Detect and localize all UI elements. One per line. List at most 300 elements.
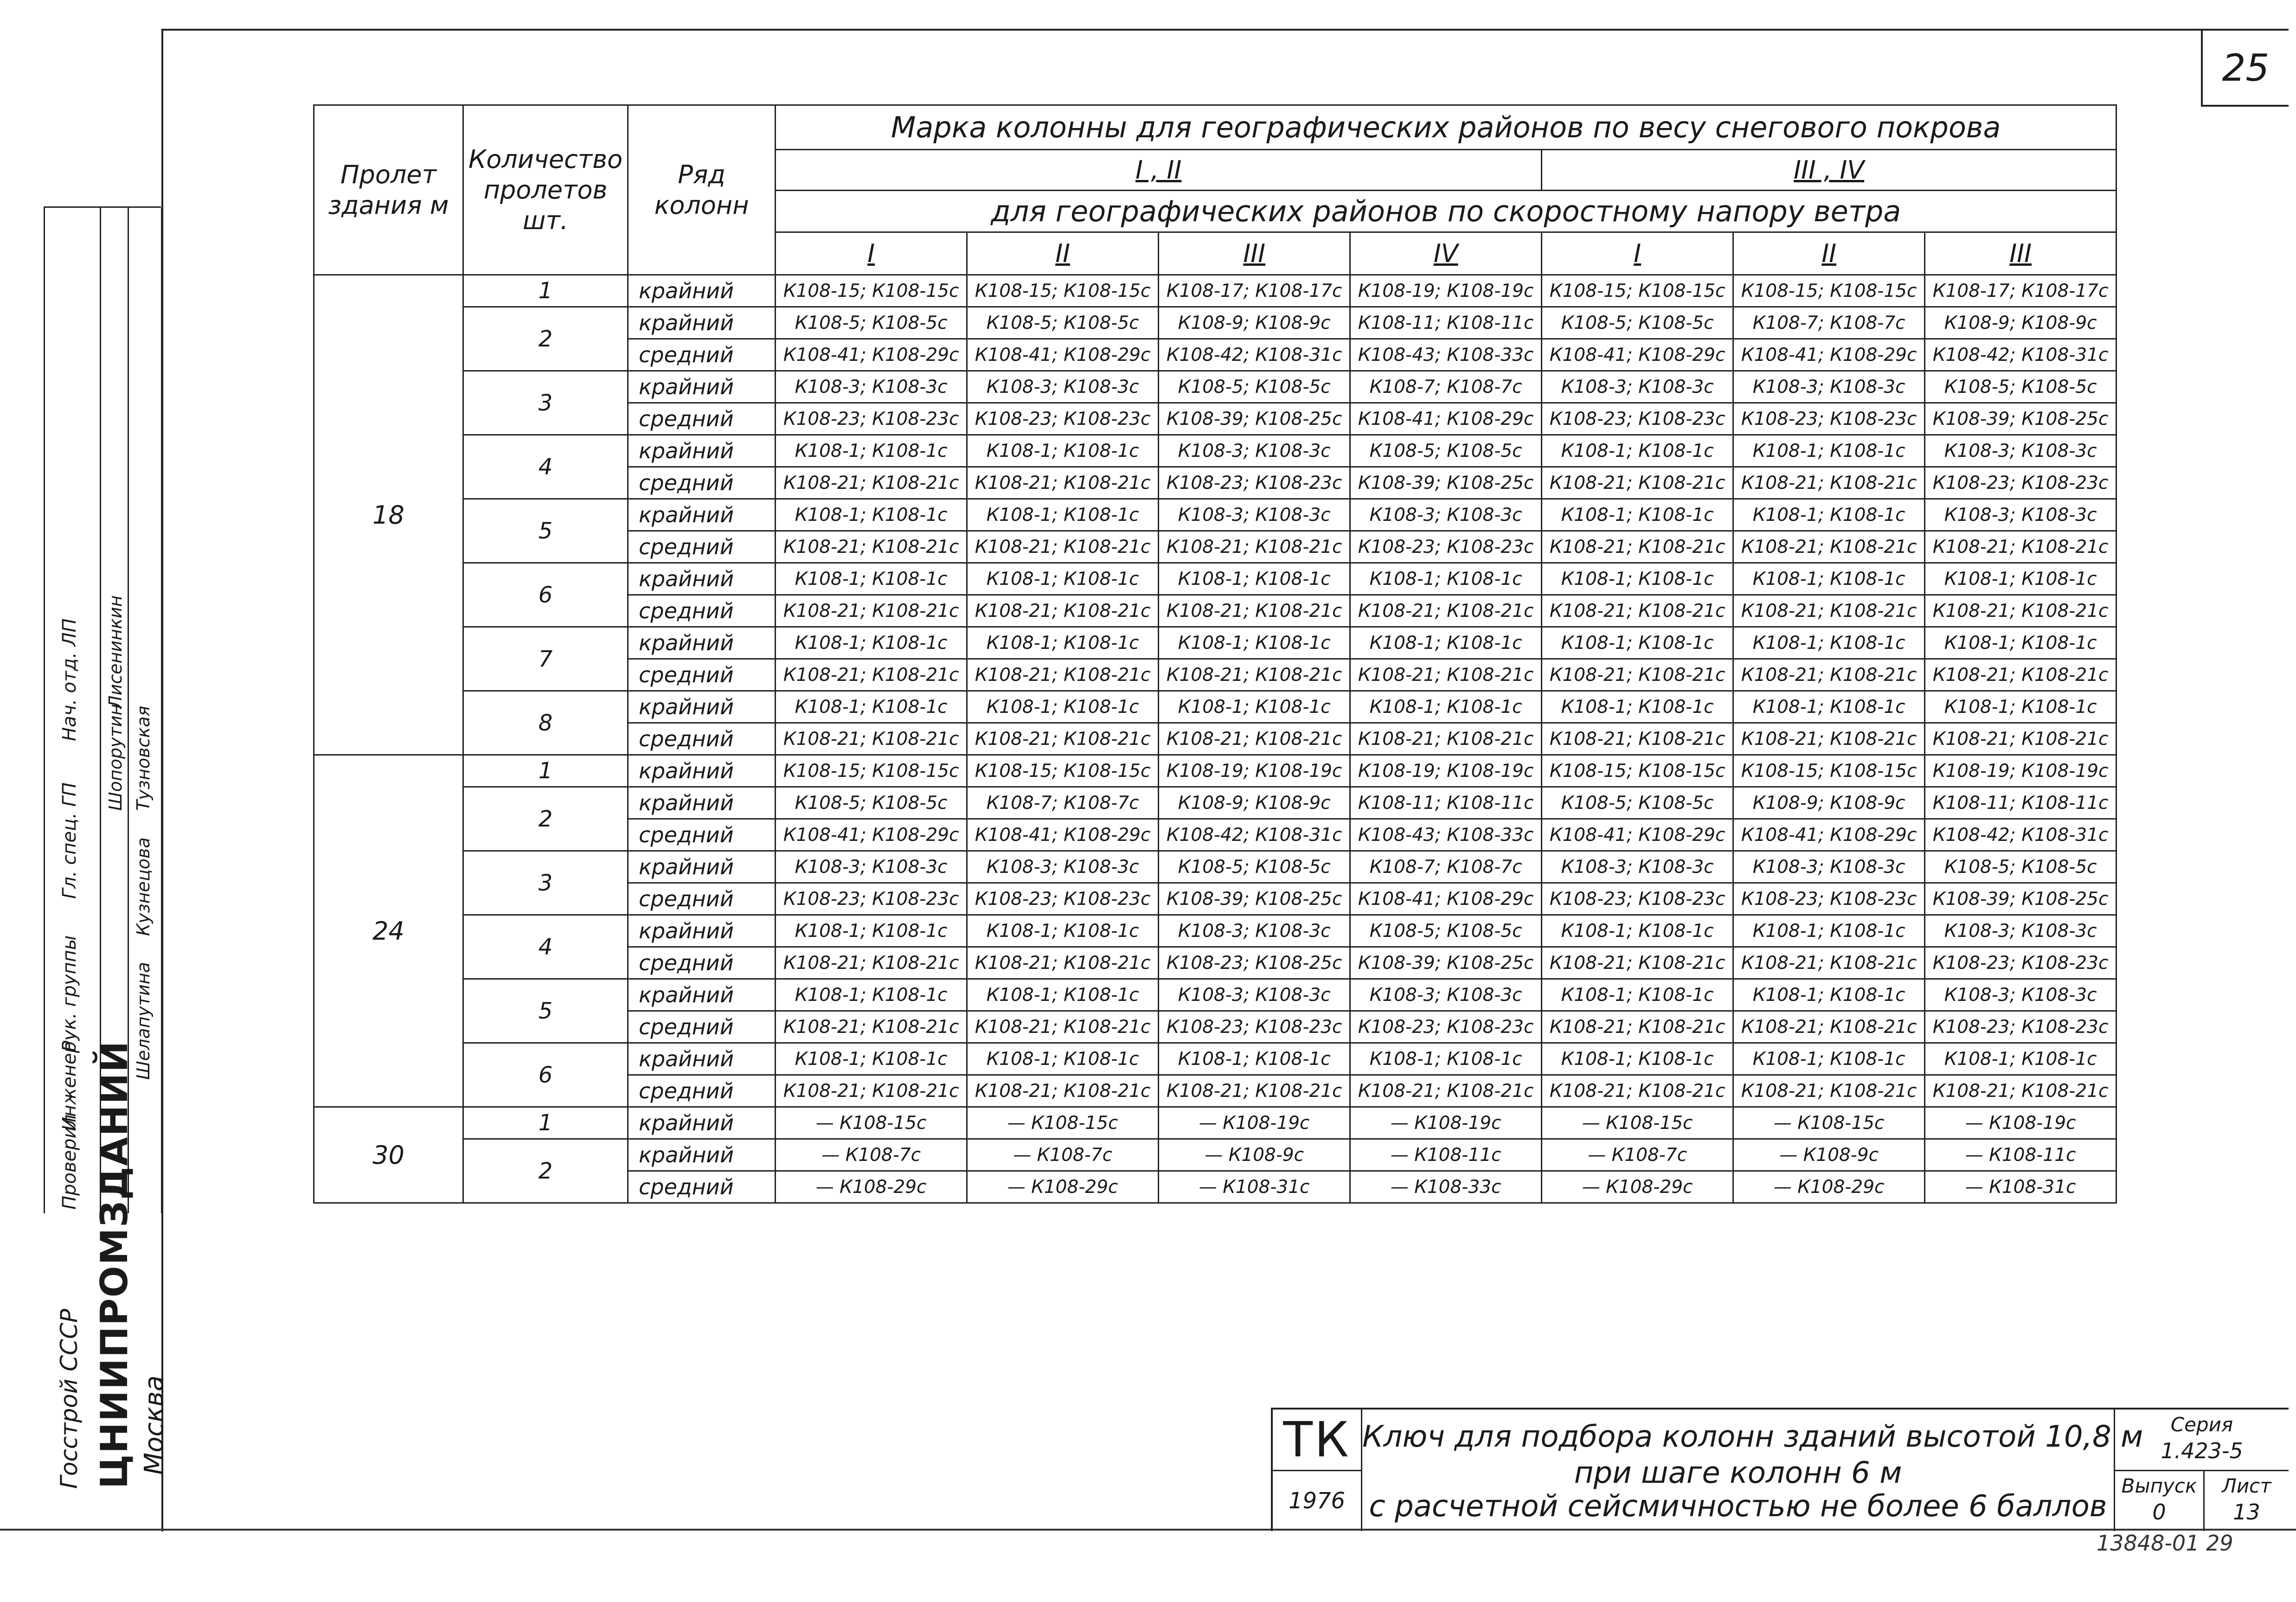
mark-cell: К108-21; К108-21с	[967, 531, 1159, 563]
table-row	[314, 627, 2116, 659]
mark-cell: К108-21; К108-21с	[1159, 595, 1350, 627]
row-kind-cell: крайний	[628, 307, 776, 339]
mark-cell: К108-21; К108-21с	[1350, 595, 1542, 627]
mark-cell: К108-39; К108-25с	[1925, 883, 2116, 915]
mark-cell: К108-3; К108-3с	[1925, 499, 2116, 531]
mark-cell: К108-21; К108-21с	[967, 467, 1159, 499]
mark-cell: — К108-33с	[1350, 1171, 1542, 1203]
mark-cell: К108-21; К108-21с	[1350, 723, 1542, 755]
mark-cell: К108-41; К108-29с	[1733, 819, 1925, 851]
header-wind-col: II	[967, 232, 1159, 275]
mark-cell: К108-1; К108-1с	[1159, 627, 1350, 659]
mark-cell: К108-1; К108-1с	[1733, 627, 1925, 659]
mark-cell: К108-1; К108-1с	[967, 499, 1159, 531]
mark-cell: — К108-29с	[967, 1171, 1159, 1203]
mark-cell: К108-21; К108-21с	[776, 467, 967, 499]
row-kind-cell: средний	[628, 339, 776, 371]
org-name: ЦНИИПРОМЗДАНИЙ	[93, 1040, 136, 1489]
header-span: Пролет здания м	[314, 105, 463, 275]
mark-cell: К108-3; К108-3с	[1925, 915, 2116, 947]
mark-cell: К108-23; К108-23с	[967, 403, 1159, 435]
mark-cell: К108-5; К108-5с	[1350, 435, 1542, 467]
count-cell: 7	[463, 627, 628, 691]
mark-cell: К108-3; К108-3с	[967, 851, 1159, 883]
title-description	[1362, 1410, 2143, 1531]
row-kind-cell: средний	[628, 403, 776, 435]
mark-cell: К108-23; К108-23с	[1733, 883, 1925, 915]
header-wind-col: III	[1159, 232, 1350, 275]
mark-cell: К108-41; К108-29с	[967, 819, 1159, 851]
mark-cell: — К108-15с	[776, 1107, 967, 1139]
mark-cell: К108-41; К108-29с	[1350, 403, 1542, 435]
mark-cell: К108-1; К108-1с	[776, 499, 967, 531]
mark-cell: К108-3; К108-3с	[1350, 979, 1542, 1011]
row-kind-cell: средний	[628, 531, 776, 563]
mark-cell: К108-41; К108-29с	[967, 339, 1159, 371]
series-cell	[2115, 1410, 2289, 1471]
mark-cell: К108-21; К108-21с	[1925, 723, 2116, 755]
count-cell: 2	[463, 307, 628, 371]
count-cell: 8	[463, 691, 628, 755]
mark-cell: К108-19; К108-19с	[1350, 275, 1542, 307]
mark-cell: — К108-11с	[1925, 1139, 2116, 1171]
mark-cell: К108-1; К108-1с	[776, 627, 967, 659]
mark-cell: К108-3; К108-3с	[1733, 851, 1925, 883]
mark-cell: К108-1; К108-1с	[776, 915, 967, 947]
count-cell: 1	[463, 275, 628, 307]
row-kind-cell: крайний	[628, 755, 776, 787]
mark-cell: К108-17; К108-17с	[1159, 275, 1350, 307]
mark-cell: К108-11; К108-11с	[1350, 307, 1542, 339]
row-kind-cell: средний	[628, 1171, 776, 1203]
mark-cell: К108-15; К108-15с	[1733, 755, 1925, 787]
mark-cell: К108-1; К108-1с	[776, 563, 967, 595]
mark-cell: К108-1; К108-1с	[1350, 627, 1542, 659]
mark-cell: К108-1; К108-1с	[1733, 435, 1925, 467]
stamp-name: Шелапутина	[133, 962, 154, 1080]
row-kind-cell: средний	[628, 1075, 776, 1107]
count-cell: 1	[463, 755, 628, 787]
mark-cell: К108-1; К108-1с	[776, 979, 967, 1011]
row-kind-cell: средний	[628, 1011, 776, 1043]
mark-cell: К108-21; К108-21с	[776, 1011, 967, 1043]
row-kind-cell: средний	[628, 947, 776, 979]
mark-cell: К108-23; К108-23с	[1542, 883, 1733, 915]
mark-cell: К108-21; К108-21с	[1925, 1075, 2116, 1107]
mark-cell: К108-42; К108-31с	[1925, 819, 2116, 851]
span-cell: 18	[314, 275, 463, 755]
mark-cell: К108-23; К108-23с	[1159, 467, 1350, 499]
mark-cell: К108-9; К108-9с	[1159, 307, 1350, 339]
mark-cell: К108-1; К108-1с	[967, 1043, 1159, 1075]
mark-cell: К108-21; К108-21с	[1350, 659, 1542, 691]
mark-cell: К108-15; К108-15с	[776, 755, 967, 787]
mark-cell: К108-1; К108-1с	[776, 1043, 967, 1075]
row-kind-cell: средний	[628, 467, 776, 499]
row-kind-cell: крайний	[628, 979, 776, 1011]
mark-cell: К108-7; К108-7с	[1733, 307, 1925, 339]
mark-cell: — К108-9с	[1159, 1139, 1350, 1171]
mark-cell: К108-3; К108-3с	[1159, 979, 1350, 1011]
header-wind-col: II	[1733, 232, 1925, 275]
table-row	[314, 755, 2116, 787]
mark-cell: К108-42; К108-31с	[1159, 339, 1350, 371]
mark-cell: К108-21; К108-21с	[1925, 595, 2116, 627]
mark-cell: К108-39; К108-25с	[1159, 883, 1350, 915]
stamp-name: Лисенинкин	[105, 595, 126, 709]
mark-cell: К108-21; К108-21с	[967, 947, 1159, 979]
mark-cell: К108-21; К108-21с	[1542, 1011, 1733, 1043]
count-cell: 2	[463, 787, 628, 851]
mark-cell: К108-21; К108-21с	[967, 595, 1159, 627]
mark-cell: К108-1; К108-1с	[1350, 691, 1542, 723]
sheet-cell	[2205, 1471, 2289, 1531]
table-row	[314, 1139, 2116, 1171]
count-cell: 3	[463, 371, 628, 435]
mark-cell: К108-23; К108-23с	[1925, 467, 2116, 499]
mark-cell: — К108-19с	[1925, 1107, 2116, 1139]
mark-cell: К108-21; К108-21с	[1542, 1075, 1733, 1107]
mark-cell: — К108-29с	[776, 1171, 967, 1203]
row-kind-cell: крайний	[628, 563, 776, 595]
mark-cell: — К108-29с	[1733, 1171, 1925, 1203]
header-mark-title: Марка колонны для географических районов по весу снегового покрова	[776, 105, 2116, 150]
mark-cell: К108-21; К108-21с	[776, 659, 967, 691]
header-wind-col: III	[1925, 232, 2116, 275]
mark-cell: К108-21; К108-21с	[967, 723, 1159, 755]
count-cell: 6	[463, 563, 628, 627]
stamp-name: Тузновская	[133, 705, 154, 811]
mark-cell: К108-5; К108-5с	[1542, 787, 1733, 819]
mark-cell: — К108-9с	[1733, 1139, 1925, 1171]
mark-cell: К108-43; К108-33с	[1350, 819, 1542, 851]
count-cell: 4	[463, 915, 628, 979]
stamp-name: Шопорутин	[105, 704, 126, 811]
mark-cell: К108-1; К108-1с	[1542, 499, 1733, 531]
mark-cell: К108-5; К108-5с	[967, 307, 1159, 339]
mark-cell: К108-21; К108-21с	[776, 531, 967, 563]
gosstroy-label: Госстрой СССР	[56, 1308, 83, 1489]
mark-cell: К108-1; К108-1с	[967, 627, 1159, 659]
mark-cell: К108-23; К108-23с	[776, 403, 967, 435]
header-count: Количество пролетов шт.	[463, 105, 628, 275]
mark-cell: К108-1; К108-1с	[1925, 627, 2116, 659]
header-wind-col: IV	[1350, 232, 1542, 275]
mark-cell: К108-1; К108-1с	[967, 435, 1159, 467]
mark-cell: К108-1; К108-1с	[967, 691, 1159, 723]
mark-cell: К108-39; К108-25с	[1159, 403, 1350, 435]
header-row: Ряд колонн	[628, 105, 776, 275]
mark-cell: К108-19; К108-19с	[1350, 755, 1542, 787]
mark-cell: К108-23; К108-23с	[1159, 1011, 1350, 1043]
mark-cell: К108-43; К108-33с	[1350, 339, 1542, 371]
mark-cell: — К108-19с	[1159, 1107, 1350, 1139]
sheet-value: 13	[2233, 1499, 2260, 1525]
mark-cell: К108-21; К108-21с	[967, 1011, 1159, 1043]
mark-cell: К108-21; К108-21с	[1733, 947, 1925, 979]
mark-cell: К108-5; К108-5с	[776, 307, 967, 339]
mark-cell: К108-1; К108-1с	[1159, 563, 1350, 595]
mark-cell: К108-21; К108-21с	[1925, 531, 2116, 563]
table-row	[314, 499, 2116, 531]
mark-cell: — К108-15с	[1542, 1107, 1733, 1139]
mark-cell: К108-21; К108-21с	[1733, 1075, 1925, 1107]
mark-cell: К108-15; К108-15с	[1542, 755, 1733, 787]
table-row	[314, 563, 2116, 595]
count-cell: 6	[463, 1043, 628, 1107]
mark-cell: К108-3; К108-3с	[1542, 851, 1733, 883]
mark-cell: К108-5; К108-5с	[1350, 915, 1542, 947]
mark-cell: К108-1; К108-1с	[1542, 1043, 1733, 1075]
mark-cell: К108-5; К108-5с	[1159, 851, 1350, 883]
mark-cell: К108-39; К108-25с	[1350, 947, 1542, 979]
mark-cell: К108-21; К108-21с	[776, 947, 967, 979]
table-row	[314, 371, 2116, 403]
issue-cell	[2115, 1471, 2205, 1531]
mark-cell: К108-1; К108-1с	[1733, 499, 1925, 531]
city-label: Москва	[139, 1375, 169, 1475]
mark-cell: К108-1; К108-1с	[1925, 1043, 2116, 1075]
row-kind-cell: средний	[628, 883, 776, 915]
mark-cell: К108-9; К108-9с	[1925, 307, 2116, 339]
mark-cell: К108-1; К108-1с	[1733, 979, 1925, 1011]
mark-cell: К108-1; К108-1с	[1542, 915, 1733, 947]
mark-cell: К108-41; К108-29с	[776, 339, 967, 371]
mark-cell: К108-7; К108-7с	[1350, 851, 1542, 883]
mark-cell: К108-7; К108-7с	[1350, 371, 1542, 403]
mark-cell: К108-5; К108-5с	[1159, 371, 1350, 403]
mark-cell: К108-3; К108-3с	[1159, 435, 1350, 467]
mark-cell: — К108-29с	[1542, 1171, 1733, 1203]
mark-cell: — К108-31с	[1159, 1171, 1350, 1203]
mark-cell: К108-3; К108-3с	[776, 851, 967, 883]
series-value: 1.423-5	[2161, 1438, 2243, 1463]
span-cell: 24	[314, 755, 463, 1107]
stamp-role: Гл. спец. ГП	[59, 782, 80, 899]
mark-cell: К108-3; К108-3с	[776, 371, 967, 403]
mark-cell: К108-3; К108-3с	[1159, 499, 1350, 531]
title-line-2: при шаге колонн 6 м	[1574, 1456, 1902, 1490]
stamp-role: Рук. группы	[59, 935, 80, 1052]
mark-cell: К108-5; К108-5с	[1925, 371, 2116, 403]
row-kind-cell: крайний	[628, 1107, 776, 1139]
frame-top-line	[163, 29, 2289, 31]
mark-cell: К108-1; К108-1с	[967, 915, 1159, 947]
mark-cell: К108-21; К108-21с	[967, 659, 1159, 691]
header-wind-col: I	[776, 232, 967, 275]
mark-cell: К108-21; К108-21с	[776, 723, 967, 755]
mark-cell: — К108-31с	[1925, 1171, 2116, 1203]
count-cell: 2	[463, 1139, 628, 1203]
mark-cell: К108-11; К108-11с	[1350, 787, 1542, 819]
sheet-label: Лист	[2222, 1474, 2271, 1497]
mark-cell: К108-3; К108-3с	[1542, 371, 1733, 403]
row-kind-cell: крайний	[628, 435, 776, 467]
mark-cell: — К108-15с	[967, 1107, 1159, 1139]
mark-cell: К108-1; К108-1с	[967, 563, 1159, 595]
mark-cell: К108-11; К108-11с	[1925, 787, 2116, 819]
mark-cell: К108-9; К108-9с	[1733, 787, 1925, 819]
mark-cell: — К108-19с	[1350, 1107, 1542, 1139]
mark-cell: К108-21; К108-21с	[1159, 1075, 1350, 1107]
issue-value: 0	[2152, 1499, 2166, 1525]
mark-cell: К108-23; К108-23с	[1925, 1011, 2116, 1043]
row-kind-cell: средний	[628, 723, 776, 755]
mark-cell: — К108-7с	[776, 1139, 967, 1171]
mark-cell: К108-1; К108-1с	[967, 979, 1159, 1011]
table-row	[314, 1043, 2116, 1075]
mark-cell: К108-23; К108-23с	[967, 883, 1159, 915]
mark-cell: К108-23; К108-23с	[1542, 403, 1733, 435]
table-row	[314, 435, 2116, 467]
row-kind-cell: средний	[628, 819, 776, 851]
archive-code: 13848-01 29	[2097, 1531, 2233, 1556]
stamp-role: Инженер	[59, 1041, 80, 1131]
row-kind-cell: крайний	[628, 915, 776, 947]
mark-cell: К108-15; К108-15с	[1733, 275, 1925, 307]
title-code: ТК	[1273, 1410, 1362, 1471]
mark-cell: К108-1; К108-1с	[1733, 691, 1925, 723]
mark-cell: К108-21; К108-21с	[1733, 723, 1925, 755]
mark-cell: К108-41; К108-29с	[1733, 339, 1925, 371]
mark-cell: К108-5; К108-5с	[776, 787, 967, 819]
mark-cell: К108-23; К108-23с	[1350, 1011, 1542, 1043]
mark-cell: К108-1; К108-1с	[1733, 563, 1925, 595]
mark-cell: К108-21; К108-21с	[1542, 595, 1733, 627]
mark-cell: — К108-7с	[1542, 1139, 1733, 1171]
table-row	[314, 979, 2116, 1011]
mark-cell: К108-3; К108-3с	[1159, 915, 1350, 947]
mark-cell: К108-21; К108-21с	[776, 595, 967, 627]
mark-cell: К108-23; К108-23с	[1350, 531, 1542, 563]
title-year: 1976	[1273, 1471, 1362, 1531]
row-kind-cell: крайний	[628, 371, 776, 403]
mark-cell: К108-41; К108-29с	[1542, 819, 1733, 851]
mark-cell: К108-1; К108-1с	[1350, 1043, 1542, 1075]
mark-cell: К108-1; К108-1с	[1925, 691, 2116, 723]
mark-cell: К108-21; К108-21с	[1733, 1011, 1925, 1043]
mark-cell: К108-23; К108-23с	[776, 883, 967, 915]
header-wind-title: для географических районов по скоростному напору ветра	[776, 191, 2116, 232]
mark-cell: К108-1; К108-1с	[1733, 1043, 1925, 1075]
mark-cell: К108-15; К108-15с	[967, 275, 1159, 307]
row-kind-cell: крайний	[628, 691, 776, 723]
mark-cell: К108-21; К108-21с	[1159, 659, 1350, 691]
row-kind-cell: крайний	[628, 851, 776, 883]
mark-cell: К108-3; К108-3с	[1925, 979, 2116, 1011]
issue-label: Выпуск	[2121, 1474, 2197, 1497]
stamp-role: Проверил	[59, 1114, 80, 1210]
mark-cell: К108-3; К108-3с	[967, 371, 1159, 403]
title-block	[1271, 1408, 2289, 1531]
row-kind-cell: крайний	[628, 1043, 776, 1075]
stamp-role: Нач. отд. ЛП	[59, 618, 80, 741]
mark-cell: К108-1; К108-1с	[776, 691, 967, 723]
mark-cell: К108-21; К108-21с	[1733, 531, 1925, 563]
span-cell: 30	[314, 1107, 463, 1203]
mark-cell: К108-1; К108-1с	[1542, 563, 1733, 595]
title-line-3: с расчетной сейсмичностью не более 6 баллов	[1369, 1489, 2107, 1524]
row-kind-cell: средний	[628, 659, 776, 691]
mark-cell: К108-1; К108-1с	[1542, 627, 1733, 659]
table-row	[314, 307, 2116, 339]
mark-cell: К108-21; К108-21с	[1159, 723, 1350, 755]
mark-cell: К108-23; К108-25с	[1159, 947, 1350, 979]
mark-cell: К108-21; К108-21с	[1159, 531, 1350, 563]
count-cell: 3	[463, 851, 628, 915]
mark-cell: К108-39; К108-25с	[1350, 467, 1542, 499]
mark-cell: К108-21; К108-21с	[967, 1075, 1159, 1107]
mark-cell: К108-3; К108-3с	[1350, 499, 1542, 531]
mark-cell: К108-21; К108-21с	[1542, 947, 1733, 979]
mark-cell: К108-1; К108-1с	[1542, 691, 1733, 723]
mark-cell: К108-42; К108-31с	[1159, 819, 1350, 851]
series-label: Серия	[2170, 1413, 2233, 1436]
mark-cell: К108-1; К108-1с	[1159, 691, 1350, 723]
mark-cell: К108-3; К108-3с	[1733, 371, 1925, 403]
mark-cell: К108-15; К108-15с	[776, 275, 967, 307]
mark-cell: К108-15; К108-15с	[967, 755, 1159, 787]
mark-cell: К108-21; К108-21с	[1733, 595, 1925, 627]
count-cell: 1	[463, 1107, 628, 1139]
mark-cell: К108-1; К108-1с	[1542, 435, 1733, 467]
page-number: 25	[2201, 31, 2289, 107]
mark-cell: К108-15; К108-15с	[1542, 275, 1733, 307]
mark-cell: К108-19; К108-19с	[1159, 755, 1350, 787]
table-row	[314, 1107, 2116, 1139]
count-cell: 5	[463, 979, 628, 1043]
mark-cell: К108-1; К108-1с	[1350, 563, 1542, 595]
mark-cell: К108-21; К108-21с	[1542, 723, 1733, 755]
header-snow-group-2: III , IV	[1542, 150, 2116, 191]
mark-cell: К108-23; К108-23с	[1733, 403, 1925, 435]
mark-cell: К108-41; К108-29с	[776, 819, 967, 851]
row-kind-cell: крайний	[628, 499, 776, 531]
mark-cell: К108-21; К108-21с	[1925, 659, 2116, 691]
mark-cell: К108-21; К108-21с	[1733, 467, 1925, 499]
mark-cell: — К108-11с	[1350, 1139, 1542, 1171]
mark-cell: К108-7; К108-7с	[967, 787, 1159, 819]
mark-cell: К108-1; К108-1с	[1733, 915, 1925, 947]
mark-cell: К108-21; К108-21с	[1542, 659, 1733, 691]
mark-cell: К108-42; К108-31с	[1925, 339, 2116, 371]
row-kind-cell: средний	[628, 595, 776, 627]
mark-cell: К108-21; К108-21с	[1733, 659, 1925, 691]
mark-cell: К108-41; К108-29с	[1542, 339, 1733, 371]
mark-cell: — К108-15с	[1733, 1107, 1925, 1139]
header-wind-col: I	[1542, 232, 1733, 275]
mark-cell: — К108-7с	[967, 1139, 1159, 1171]
mark-cell: К108-5; К108-5с	[1542, 307, 1733, 339]
row-kind-cell: крайний	[628, 1139, 776, 1171]
count-cell: 5	[463, 499, 628, 563]
mark-cell: К108-21; К108-21с	[1542, 467, 1733, 499]
mark-cell: К108-39; К108-25с	[1925, 403, 2116, 435]
mark-cell: К108-17; К108-17с	[1925, 275, 2116, 307]
mark-cell: К108-1; К108-1с	[1159, 1043, 1350, 1075]
mark-cell: К108-41; К108-29с	[1350, 883, 1542, 915]
mark-cell: К108-3; К108-3с	[1925, 435, 2116, 467]
table-row	[314, 275, 2116, 307]
mark-cell: К108-21; К108-21с	[776, 1075, 967, 1107]
row-kind-cell: крайний	[628, 275, 776, 307]
row-kind-cell: крайний	[628, 787, 776, 819]
mark-cell: К108-1; К108-1с	[1542, 979, 1733, 1011]
column-key-table	[313, 104, 2117, 1204]
table-row	[314, 851, 2116, 883]
mark-cell: К108-21; К108-21с	[1350, 1075, 1542, 1107]
count-cell: 4	[463, 435, 628, 499]
